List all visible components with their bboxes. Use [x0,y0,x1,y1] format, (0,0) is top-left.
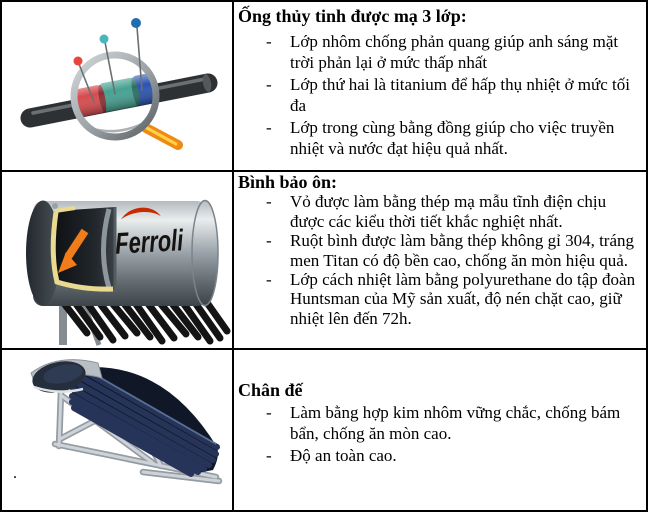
section-title: Chân đế [238,380,303,400]
bullet-text: Làm bằng hợp kim nhôm vững chắc, chống bám bẩn, chống ăn mòn cao. [290,402,621,443]
glass-tube-3-layer-magnifier-illustration [3,3,231,169]
bullet-dash: - [266,74,272,94]
section-title: Bình bảo ôn: [238,172,338,192]
bullet-dash: - [266,231,272,251]
bullet-item [238,445,640,467]
bullet-list [238,31,640,160]
bullet-text: Lớp thứ hai là titanium để hấp thụ nhiệt ở mức tối đa [290,74,630,115]
tank-image-cell [2,172,234,348]
bullet-text: Ruột bình được làm bằng thép không gỉ 304, tráng men Titan có độ bền cao, chống ăn mòn hiệu quả. [290,231,634,270]
section-title: Ống thủy tinh được mạ 3 lớp: [238,6,467,26]
bullet-item [238,74,640,117]
bullet-list [238,192,640,328]
teal-pin-head [100,35,109,44]
glass-tube-image-cell [2,2,234,170]
table-row-glass-tube [2,2,646,172]
bullet-item [238,31,640,74]
ferroli-logo-text: Ferroli [114,222,210,261]
bullet-item [238,117,640,160]
ferroli-tank-cutaway-illustration [3,173,231,347]
glass-tube-spec-cell [234,2,646,170]
tank-spec-cell [234,172,646,348]
bullet-item [238,270,640,328]
bullet-dash: - [266,192,272,212]
bullet-dash: - [266,31,272,51]
bullet-dash: - [266,117,272,137]
bullet-text: Lớp cách nhiệt làm bằng polyurethane do tập đoàn Huntsman của Mỹ sản xuất, độ nén chặt cao, giữ nhiệt lên đến 72h. [290,270,636,328]
bullet-list [238,402,640,467]
bullet-text: Vỏ được làm bằng thép mạ mẫu tĩnh điện chịu được các kiểu thời tiết khắc nghiệt nhất. [290,192,607,231]
aluminum-stand-frame-illustration [3,351,231,509]
bullet-item [238,402,640,445]
bullet-dash: - [266,445,272,465]
stray-dot: . [13,465,17,482]
stand-image-cell [2,350,234,510]
red-pin-head [74,57,83,66]
bullet-item [238,231,640,270]
bullet-item [238,192,640,231]
bullet-text: Lớp trong cùng bằng đồng giúp cho việc truyền nhiệt và nước đạt hiệu quả nhất. [290,117,615,158]
insulation-cutaway [52,207,115,290]
table-row-stand [2,350,646,510]
bullet-dash: - [266,402,272,422]
bullet-text: Độ an toàn cao. [290,445,397,465]
blue-pin-head [131,18,141,28]
table-row-tank [2,172,646,350]
stand-spec-cell [234,350,646,510]
bullet-dash: - [266,270,272,290]
bullet-text: Lớp nhôm chống phản quang giúp anh sáng mặt trời phản lại ở mức thấp nhất [290,31,619,72]
